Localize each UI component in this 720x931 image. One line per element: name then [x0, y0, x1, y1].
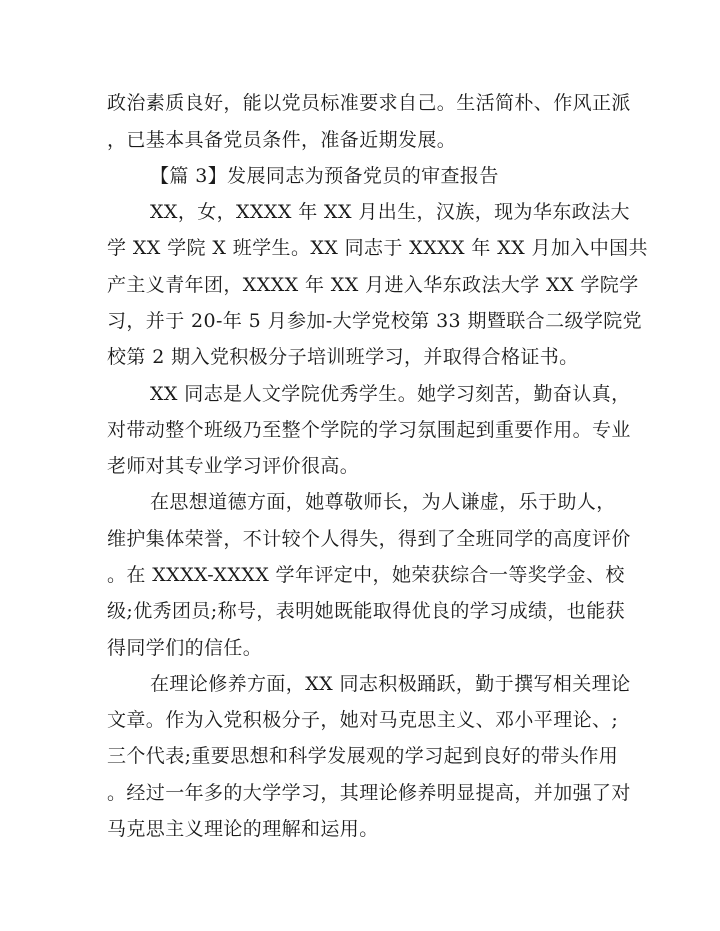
text-line: XX，女，XXXX 年 XX 月出生，汉族，现为华东政法大: [150, 201, 630, 223]
text-line: 三个代表;重要思想和科学发展观的学习起到良好的带头作用: [107, 745, 619, 767]
text-line: 在思想道德方面，她尊敬师长，为人谦虚，乐于助人，: [150, 491, 616, 513]
text-line: 马克思主义理论的理解和运用。: [107, 818, 379, 840]
text-line: 维护集体荣誉，不计较个人得失，得到了全班同学的高度评价: [107, 528, 631, 550]
text-line: 对带动整个班级乃至整个学院的学习氛围起到重要作用。专业: [107, 419, 631, 441]
text-line: 。经过一年多的大学学习，其理论修养明显提高，并加强了对: [107, 782, 631, 804]
text-line: 。在 XXXX-XXXX 学年评定中，她荣获综合一等奖学金、校: [107, 564, 625, 586]
text-line: 得同学们的信任。: [107, 637, 263, 659]
text-line: 文章。作为入党积极分子，她对马克思主义、邓小平理论、;: [107, 709, 619, 731]
text-line: 政治素质良好，能以党员标准要求自己。生活简朴、作风正派: [107, 92, 631, 114]
text-line: 老师对其专业学习评价很高。: [107, 455, 360, 477]
text-line: 在理论修养方面，XX 同志积极踊跃，勤于撰写相关理论: [150, 673, 631, 695]
text-line: 学 XX 学院 X 班学生。XX 同志于 XXXX 年 XX 月加入中国共: [107, 237, 648, 259]
text-line: ，已基本具备党员条件，准备近期发展。: [107, 129, 457, 151]
text-line: 级;优秀团员;称号，表明她既能取得优良的学习成绩，也能获: [107, 600, 626, 622]
text-line: 校第 2 期入党积极分子培训班学习，并取得合格证书。: [107, 346, 579, 368]
section-heading: 【篇 3】发展同志为预备党员的审查报告: [150, 165, 499, 187]
text-line: XX 同志是人文学院优秀学生。她学习刻苦，勤奋认真，: [150, 383, 631, 405]
text-line: 产主义青年团，XXXX 年 XX 月进入华东政法大学 XX 学院学: [107, 274, 639, 296]
text-line: 习，并于 20-年 5 月参加-大学党校第 33 期暨联合二级学院党: [107, 310, 643, 332]
